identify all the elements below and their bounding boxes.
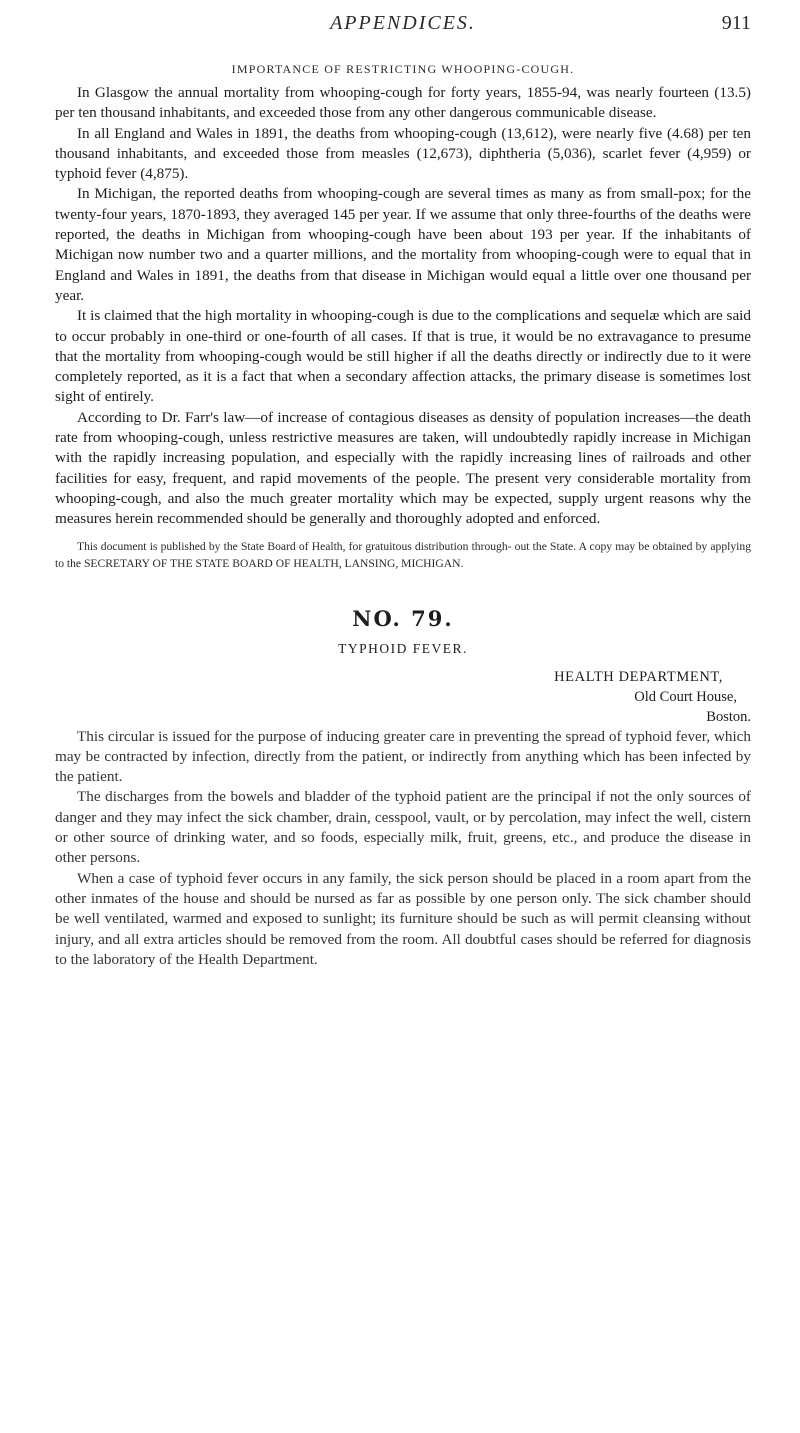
paragraph-purpose: This circular is issued for the purpose of inducing greater care in preventing the spread of typhoid fever, which may be contracted by infection, directly from the patient, or indirectly from anything which has been infected by the patient. bbox=[55, 727, 751, 786]
sender-address bbox=[55, 667, 751, 727]
paragraph-discharges: The discharges from the bowels and bladder of the typhoid patient are the principal if not the only sources of danger and they may infect the sick chamber, drain, cesspool, vault, or by percolation, may infect the well, cistern or other source of drinking water, and so foods, especially milk, fruit, greens, etc., and produce the disease in other persons. bbox=[55, 788, 751, 867]
paragraph-glasgow: In Glasgow the annual mortality from whooping-cough for forty years, 1855-94, was nearly fourteen (13.5) per ten thousand inhabitants, and exceeded those from any other dangerous communicable disease. bbox=[55, 84, 751, 122]
paragraph-england-wales: In all England and Wales in 1891, the deaths from whooping-cough (13,612), were nearly five (4.68) per ten thousand inhabitants, and exceeded those from measles (12,673), diphtheria (5,036), scarlet fever (4,959) or typhoid fever (4,875). bbox=[55, 124, 751, 183]
book-page bbox=[55, 0, 751, 970]
document-title: TYPHOID FEVER. bbox=[338, 640, 468, 656]
section-heading-whooping-cough: IMPORTANCE OF RESTRICTING WHOOPING-COUGH. bbox=[231, 62, 575, 76]
running-title: APPENDICES. bbox=[330, 12, 476, 34]
address-line: Boston. bbox=[706, 708, 751, 725]
address-line: HEALTH DEPARTMENT, bbox=[554, 668, 723, 685]
paragraph-complications: It is claimed that the high mortality in whooping-cough is due to the complications and sequelæ which are said to occur probably in one-third or one-fourth of all cases. If that is true, it would be no extravagance to presume that the mortality from whooping-cough would be still higher if all the deaths directly or indirectly due to it were completely reported, as it is a fact that when a secondary affection attacks, the primary disease is sometimes lost sight of entirely. bbox=[55, 307, 751, 406]
address-line: Old Court House, bbox=[634, 688, 737, 705]
paragraph-farrs-law: According to Dr. Farr's law—of increase of contagious diseases as density of population increases—the death rate from whooping-cough, unless restrictive measures are taken, will undoubtedly rapidly increase in Michigan with the rapidly increasing population, and especially with the rapidly increasing lines of railroads and other facilities for easy, frequent, and rapid movements of the people. The present very considerable mortality from whooping-cough, and also the much greater mortality which may be expected, supply urgent reasons why the measures herein recommended should be generally and thoroughly adopted and enforced. bbox=[55, 408, 751, 528]
paragraph-michigan: In Michigan, the reported deaths from whooping-cough are several times as many as from small-pox; for the twenty-four years, 1870-1893, they averaged 145 per year. If we assume that only three-fourths of the deaths were reported, the deaths in Michigan from whooping-cough have been about 193 per year. If the inhabitants of Michigan now number two and a quarter millions, and the mortality from whooping-cough were to equal that in England and Wales in 1891, the deaths from that disease in Michigan would equal a little over one thousand per year. bbox=[55, 185, 751, 304]
document-number: NO. 79. bbox=[352, 605, 454, 631]
paragraph-sick-room: When a case of typhoid fever occurs in any family, the sick person should be placed in a room apart from the other inmates of the house and should be nursed as far as possible by one person only. The sick chamber should be well ventilated, warmed and exposed to sunlight; its furniture should be such as will permit cleansing without injury, and all extra articles should be removed from the room. All doubtful cases should be referred for diagnosis to the laboratory of the Health Department. bbox=[55, 869, 751, 968]
page-number: 911 bbox=[721, 12, 751, 34]
distribution-notice: This document is published by the State Board of Health, for gratuitous distribution through- out the State. A copy may be obtained by applying to the SECRETARY OF THE STATE BOARD OF HEALTH, LANSING, MICHIGAN. bbox=[55, 539, 751, 570]
typhoid-circular-body bbox=[55, 727, 751, 971]
running-head bbox=[55, 0, 751, 48]
